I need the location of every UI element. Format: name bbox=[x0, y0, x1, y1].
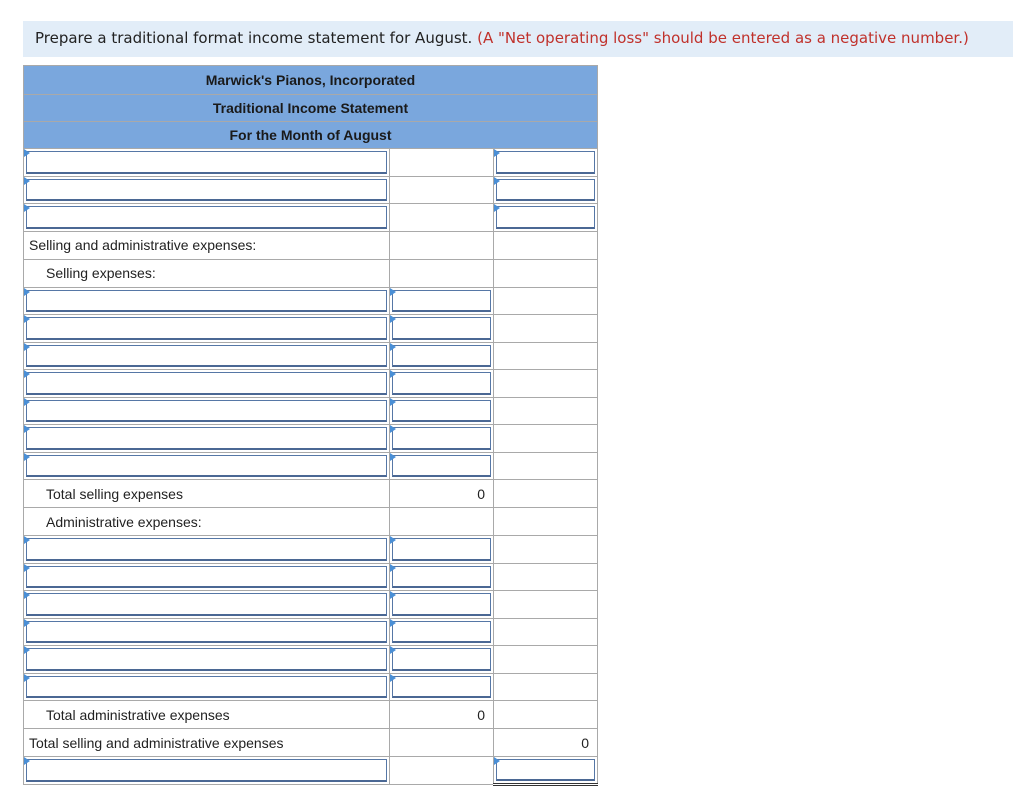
table-row bbox=[24, 480, 598, 508]
net-operating-amount-input[interactable] bbox=[496, 759, 595, 781]
dropdown-marker-icon bbox=[24, 288, 30, 296]
amount-input[interactable] bbox=[392, 317, 491, 340]
dropdown-marker-icon bbox=[24, 619, 30, 627]
dropdown-marker-icon bbox=[24, 564, 30, 572]
total-sa-value: 0 bbox=[494, 729, 598, 757]
amount-input[interactable] bbox=[392, 345, 491, 368]
instruction-note: (A "Net operating loss" should be entered as a negative number.) bbox=[477, 29, 969, 47]
table-row bbox=[24, 563, 598, 591]
table-row bbox=[24, 342, 598, 370]
amount-input[interactable] bbox=[392, 372, 491, 395]
table-row bbox=[24, 729, 598, 757]
income-statement-table bbox=[23, 65, 598, 786]
dropdown-marker-icon bbox=[390, 288, 396, 296]
empty-cell bbox=[390, 204, 494, 232]
net-operating-label-input[interactable] bbox=[26, 759, 387, 782]
dropdown-marker-icon bbox=[390, 646, 396, 654]
label-input[interactable] bbox=[26, 372, 387, 395]
label-input[interactable] bbox=[26, 206, 387, 229]
amount-input[interactable] bbox=[392, 400, 491, 423]
table-row bbox=[24, 591, 598, 619]
label-input[interactable] bbox=[26, 317, 387, 340]
table-row bbox=[24, 618, 598, 646]
total-admin-value: 0 bbox=[390, 701, 494, 729]
dropdown-marker-icon bbox=[24, 646, 30, 654]
dropdown-marker-icon bbox=[494, 204, 500, 212]
dropdown-marker-icon bbox=[24, 425, 30, 433]
label-input[interactable] bbox=[26, 179, 387, 202]
table-row bbox=[24, 231, 598, 259]
total-selling-value: 0 bbox=[390, 480, 494, 508]
company-name: Marwick's Pianos, Incorporated bbox=[24, 66, 598, 95]
label-input[interactable] bbox=[26, 151, 387, 174]
amount-input[interactable] bbox=[392, 455, 491, 478]
table-row bbox=[24, 204, 598, 232]
table-row bbox=[24, 425, 598, 453]
instruction-text: Prepare a traditional format income statement for August. bbox=[35, 29, 473, 47]
instruction-banner bbox=[23, 21, 1013, 57]
selling-expenses-label: Selling expenses: bbox=[24, 259, 390, 287]
table-row bbox=[24, 536, 598, 564]
dropdown-marker-icon bbox=[390, 398, 396, 406]
table-row bbox=[24, 673, 598, 701]
label-input[interactable] bbox=[26, 290, 387, 313]
label-input[interactable] bbox=[26, 538, 387, 561]
table-row bbox=[24, 397, 598, 425]
amount-input[interactable] bbox=[392, 427, 491, 450]
amount-input[interactable] bbox=[392, 648, 491, 671]
table-row bbox=[24, 259, 598, 287]
amount-input[interactable] bbox=[392, 593, 491, 616]
dropdown-marker-icon bbox=[24, 398, 30, 406]
amount-input[interactable] bbox=[392, 566, 491, 589]
dropdown-marker-icon bbox=[24, 453, 30, 461]
total-sa-label: Total selling and administrative expenses bbox=[24, 729, 390, 757]
dropdown-marker-icon bbox=[24, 177, 30, 185]
label-input[interactable] bbox=[26, 566, 387, 589]
dropdown-marker-icon bbox=[24, 370, 30, 378]
dropdown-marker-icon bbox=[24, 536, 30, 544]
dropdown-marker-icon bbox=[390, 619, 396, 627]
dropdown-marker-icon bbox=[390, 315, 396, 323]
label-input[interactable] bbox=[26, 427, 387, 450]
dropdown-marker-icon bbox=[390, 591, 396, 599]
label-input[interactable] bbox=[26, 593, 387, 616]
dropdown-marker-icon bbox=[24, 674, 30, 682]
amount-input[interactable] bbox=[496, 151, 595, 174]
dropdown-marker-icon bbox=[24, 204, 30, 212]
dropdown-marker-icon bbox=[390, 536, 396, 544]
total-admin-label: Total administrative expenses bbox=[24, 701, 390, 729]
label-input[interactable] bbox=[26, 455, 387, 478]
table-row bbox=[24, 370, 598, 398]
dropdown-marker-icon bbox=[494, 177, 500, 185]
table-row bbox=[24, 757, 598, 785]
table-row bbox=[24, 452, 598, 480]
admin-expenses-label: Administrative expenses: bbox=[24, 508, 390, 536]
label-input[interactable] bbox=[26, 400, 387, 423]
label-input[interactable] bbox=[26, 621, 387, 644]
statement-title: Traditional Income Statement bbox=[24, 95, 598, 122]
dropdown-marker-icon bbox=[390, 343, 396, 351]
table-row bbox=[24, 646, 598, 674]
label-input[interactable] bbox=[26, 676, 387, 699]
dropdown-marker-icon bbox=[390, 425, 396, 433]
table-row bbox=[24, 149, 598, 177]
statement-period: For the Month of August bbox=[24, 122, 598, 149]
empty-cell bbox=[390, 176, 494, 204]
dropdown-marker-icon bbox=[390, 370, 396, 378]
table-row bbox=[24, 508, 598, 536]
label-input[interactable] bbox=[26, 345, 387, 368]
amount-input[interactable] bbox=[496, 206, 595, 229]
dropdown-marker-icon bbox=[494, 757, 500, 765]
dropdown-marker-icon bbox=[494, 149, 500, 157]
total-selling-label: Total selling expenses bbox=[24, 480, 390, 508]
table-row bbox=[24, 287, 598, 315]
table-row bbox=[24, 701, 598, 729]
dropdown-marker-icon bbox=[24, 315, 30, 323]
dropdown-marker-icon bbox=[390, 564, 396, 572]
empty-cell bbox=[390, 149, 494, 177]
table-row bbox=[24, 176, 598, 204]
amount-input[interactable] bbox=[496, 179, 595, 202]
dropdown-marker-icon bbox=[390, 674, 396, 682]
dropdown-marker-icon bbox=[24, 757, 30, 765]
dropdown-marker-icon bbox=[390, 453, 396, 461]
dropdown-marker-icon bbox=[24, 591, 30, 599]
amount-input[interactable] bbox=[392, 538, 491, 561]
amount-input[interactable] bbox=[392, 290, 491, 313]
dropdown-marker-icon bbox=[24, 343, 30, 351]
dropdown-marker-icon bbox=[24, 149, 30, 157]
label-input[interactable] bbox=[26, 648, 387, 671]
table-row bbox=[24, 315, 598, 343]
amount-input[interactable] bbox=[392, 676, 491, 699]
amount-input[interactable] bbox=[392, 621, 491, 644]
sa-expenses-label: Selling and administrative expenses: bbox=[24, 231, 390, 259]
